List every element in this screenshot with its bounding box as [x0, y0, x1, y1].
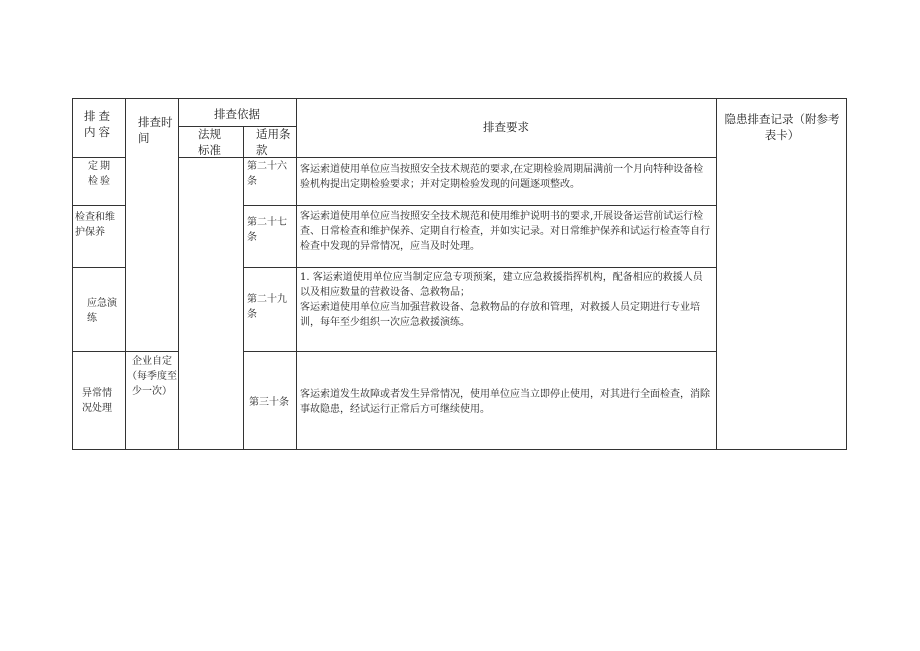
- grid-line: [243, 205, 716, 206]
- grid-line: [178, 98, 179, 450]
- header-basis: 排查依据: [214, 107, 260, 121]
- row-clause: 第二十九条: [247, 294, 287, 320]
- row-item: 异常情况处理: [82, 388, 112, 414]
- row-requirement: 客运索道使用单位应当按照安全技术规范和使用维护说明书的要求,开展设备运营前试运行检查、日常检查和维护保养、定期自行检查，并如实记录。对日常维护保养和试运行检查等自行检查中发现的异常情况，应当及时处理。: [300, 211, 710, 252]
- requirement-line: 客运索道使用单位应当加强营救设备、急救物品的存放和管理，对救援人员定期进行专业培训，每年至少组织一次应急救援演练。: [300, 302, 700, 328]
- grid-line: [125, 98, 126, 450]
- row-clause: 第二十七条: [247, 217, 287, 243]
- grid-line: [716, 98, 717, 450]
- row-item: 定期检验: [88, 161, 112, 187]
- header-time: 排查时间: [138, 115, 173, 145]
- grid-line: [296, 98, 297, 450]
- header-clause: 适用条款: [256, 127, 291, 157]
- requirement-line: 1. 客运索道使用单位应当制定应急专项预案，建立应急救援指挥机构，配备相应的救援人员以及相应数量的营救设备、急救物品；: [300, 272, 703, 298]
- row-item: 检查和维护保养: [75, 212, 115, 238]
- header-law: 法规标准: [198, 127, 221, 157]
- grid-line: [243, 351, 716, 352]
- header-record: 隐患排查记录（附参考表卡）: [724, 112, 840, 142]
- row-requirement: 客运索道发生故障或者发生异常情况，使用单位应当立即停止使用，对其进行全面检查，消除事故隐患，经试运行正常后方可继续使用。: [300, 389, 710, 415]
- header-item: 排查内容: [84, 109, 113, 139]
- row-requirement: [300, 270, 712, 330]
- grid-line: [243, 267, 716, 268]
- row-requirement: 客运索道使用单位应当按照安全技术规范的要求,在定期检验周期届满前一个月向特种设备检验机构提出定期检验要求；并对定期检验发现的问题逐项整改。: [300, 164, 704, 190]
- grid-line: [72, 267, 125, 268]
- grid-line: [178, 157, 716, 158]
- row-item: 应急演练: [87, 298, 117, 324]
- grid-line: [243, 126, 244, 450]
- grid-line: [72, 157, 125, 158]
- row-clause: 第三十条: [249, 397, 289, 408]
- row-time: 企业自定（每季度至少一次）: [127, 356, 177, 397]
- grid-line: [72, 205, 125, 206]
- row-clause: 第二十六条: [247, 161, 287, 187]
- grid-line: [72, 351, 178, 352]
- header-requirement: 排查要求: [483, 120, 529, 134]
